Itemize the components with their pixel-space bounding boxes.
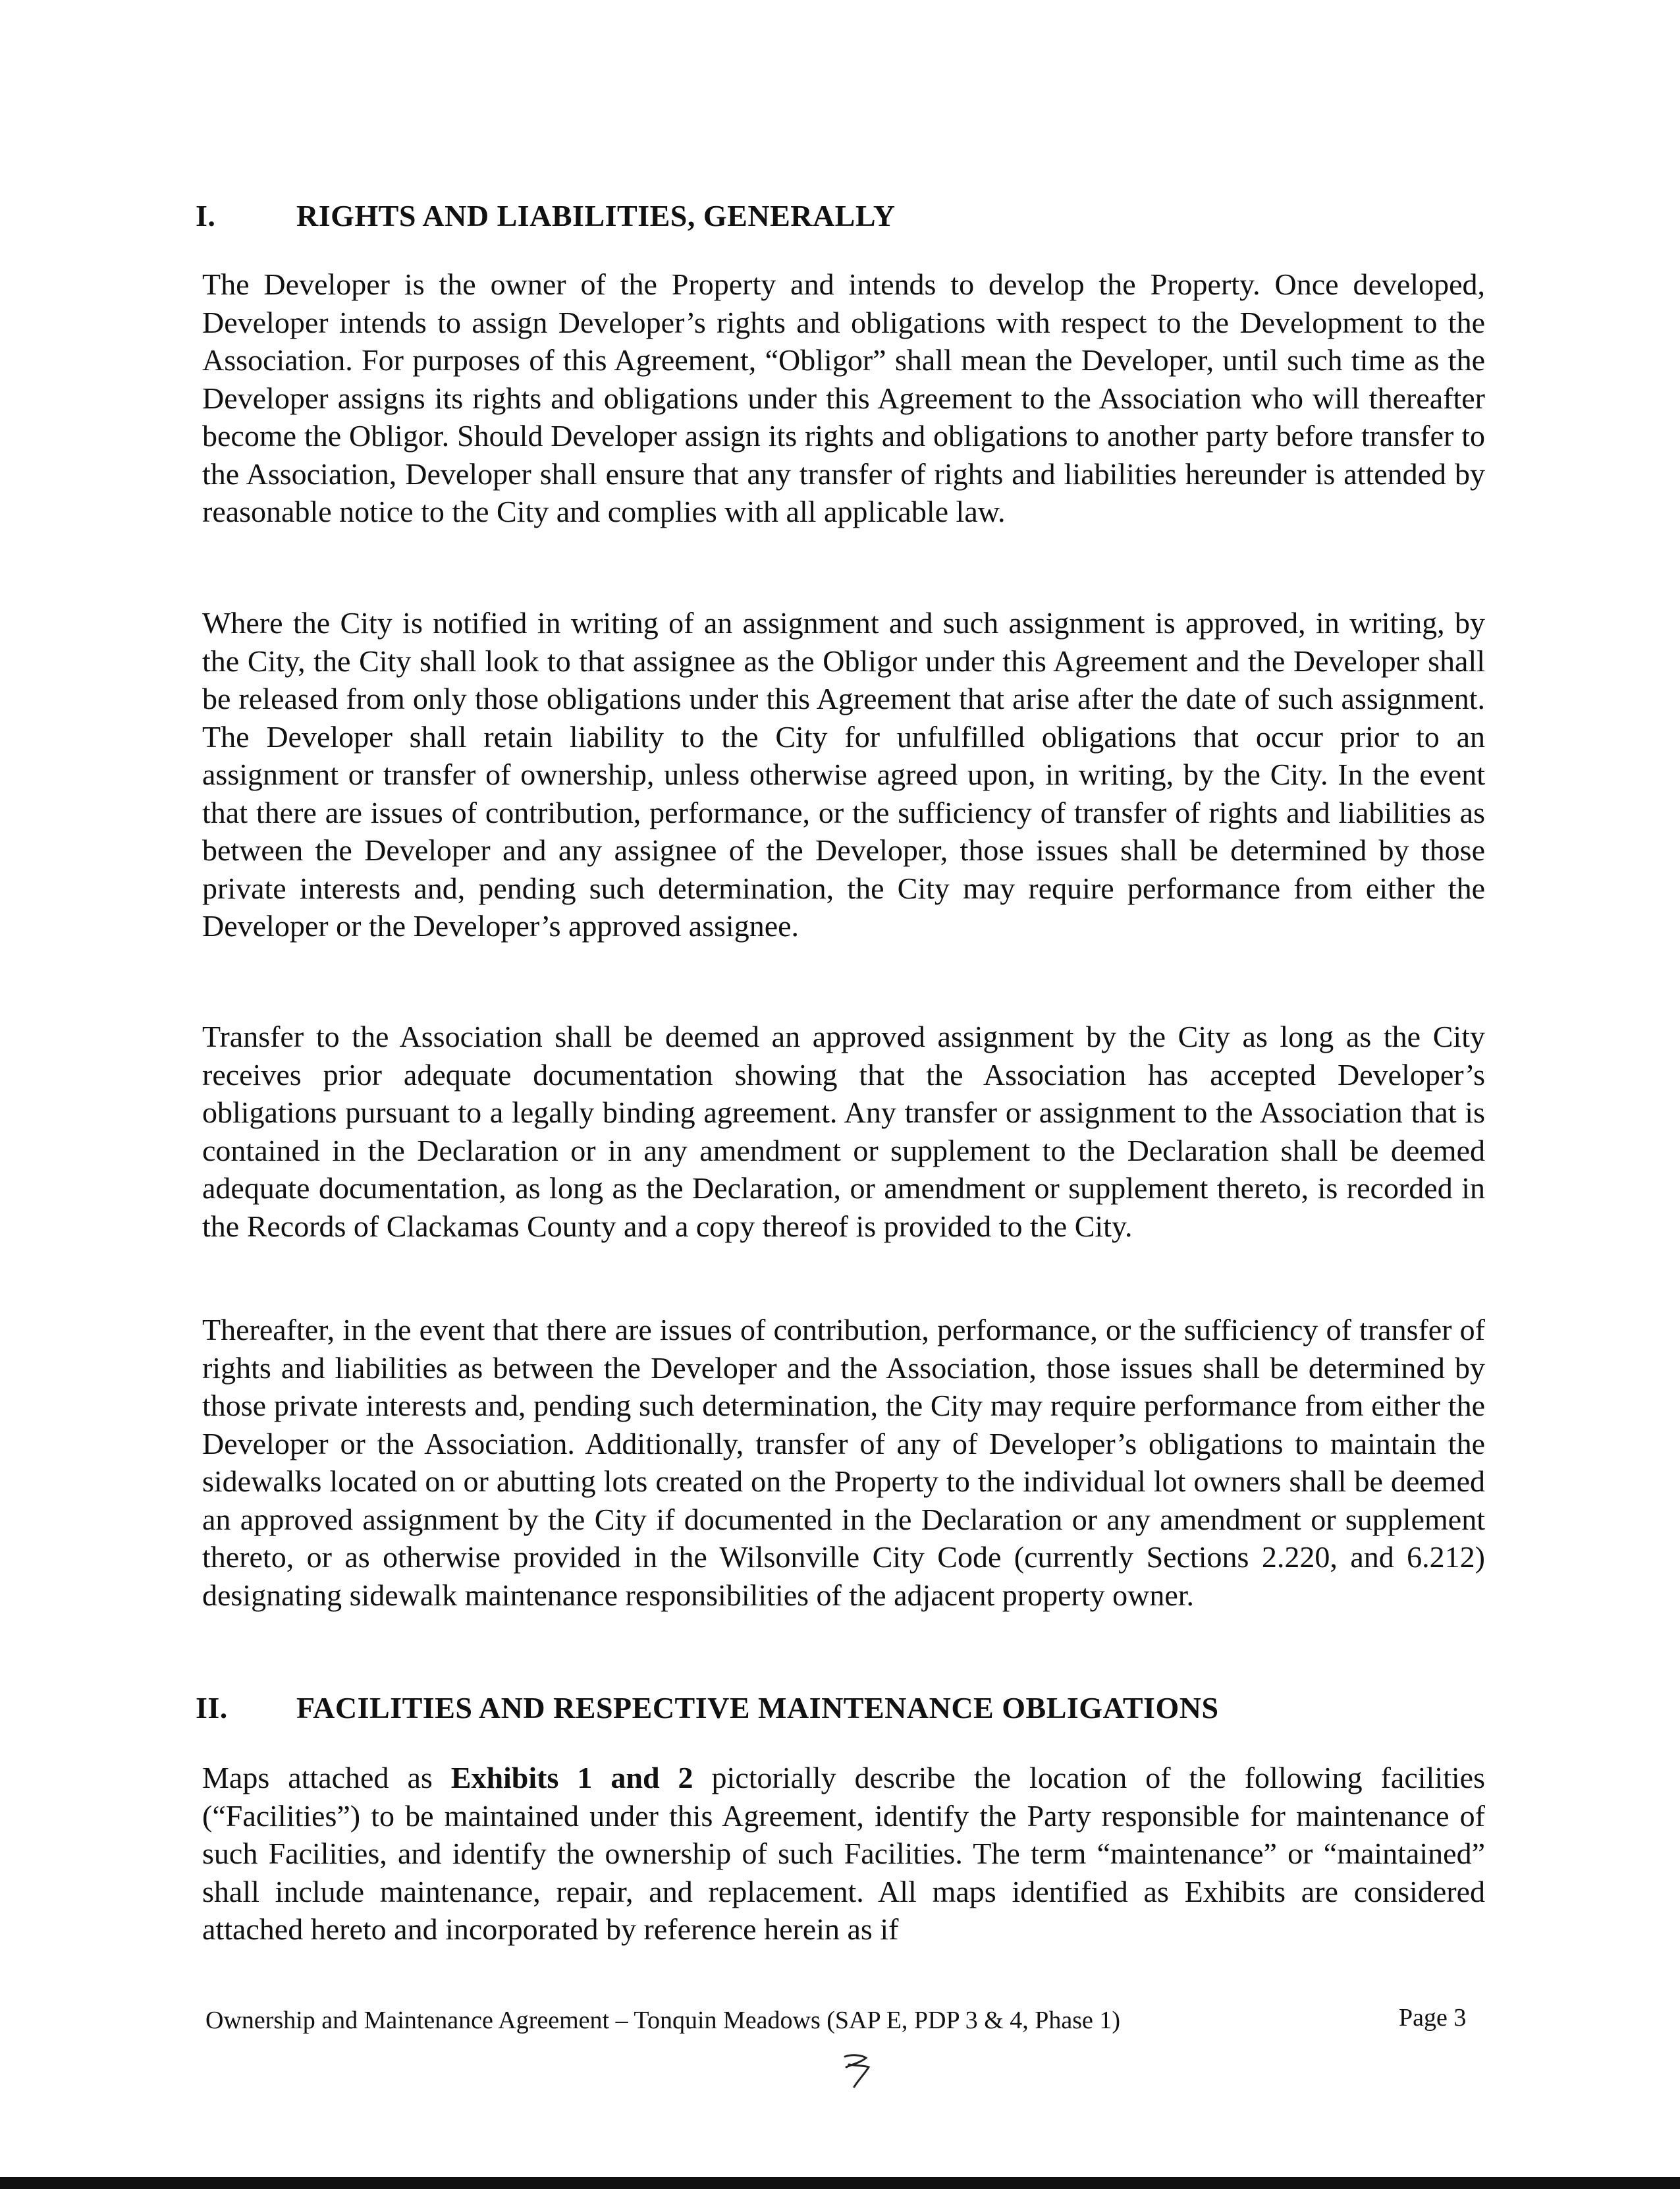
section-1-number: I. [196, 199, 216, 233]
section-1-paragraph-4: Thereafter, in the event that there are issues of contribution, performance, or the sufficiency of transfer of rights and liabilities as between the Developer and the Association, those issues shall be determined by those private interests and, pending such determination, the City may require performance from either the Developer or the Association. Additionally, transfer of any of Developer’s obligations to maintain the sidewalks located on or abutting lots created on the Property to the individual lot owners shall be deemed an approved assignment by the City if documented in the Declaration or any amendment or supplement thereto, or as otherwise provided in the Wilsonville City Code (currently Sections 2.220, and 6.212) designating sidewalk maintenance responsibilities of the adjacent property owner. [202, 1313, 1485, 1612]
section-1-title: RIGHTS AND LIABILITIES, GENERALLY [296, 199, 896, 233]
section-1-heading [196, 198, 896, 235]
section-2-para-suffix: pictorially describe the location of the following facilities (“Facilities”) to be maintained under this Agreement, identify the Party responsible for maintenance of such Facilities, and identify the ownership of such Facilities. The term “maintenance” or “maintained” shall include maintenance, repair, and replacement. All maps identified as Exhibits are considered attached hereto and incorporated by reference herein as if [202, 1761, 1485, 1946]
scan-bottom-edge [0, 2177, 1680, 2189]
handwritten-initial-mark [840, 2050, 879, 2090]
footer-page-number: Page 3 [1399, 2004, 1467, 2032]
footer-document-title: Ownership and Maintenance Agreement – Tonquin Meadows (SAP E, PDP 3 & 4, Phase 1) [205, 2007, 1121, 2034]
section-2-title: FACILITIES AND RESPECTIVE MAINTENANCE OBLIGATIONS [296, 1691, 1219, 1725]
section-2-heading [196, 1690, 1219, 1727]
section-1-paragraph-3: Transfer to the Association shall be deemed an approved assignment by the City as long as the City receives prior adequate documentation showing that the Association has accepted Developer’s obligations pursuant to a legally binding agreement. Any transfer or assignment to the Association that is contained in the Declaration or in any amendment or supplement to the Declaration shall be deemed adequate documentation, as long as the Declaration, or amendment or supplement thereto, is recorded in the Records of Clackamas County and a copy thereof is provided to the City. [202, 1020, 1485, 1243]
section-1-paragraph-1: The Developer is the owner of the Property and intends to develop the Property. Once developed, Developer intends to assign Developer’s rights and obligations with respect to the Development to the Association. For purposes of this Agreement, “Obligor” shall mean the Developer, until such time as the Developer assigns its rights and obligations under this Agreement to the Association who will thereafter become the Obligor. Should Developer assign its rights and obligations to another party before transfer to the Association, Developer shall ensure that any transfer of rights and liabilities hereunder is attended by reasonable notice to the City and complies with all applicable law. [202, 267, 1485, 528]
section-1-paragraph-2: Where the City is notified in writing of an assignment and such assignment is approved, in writing, by the City, the City shall look to that assignee as the Obligor under this Agreement and the Developer shall be released from only those obligations under this Agreement that arise after the date of such assignment. The Developer shall retain liability to the City for unfulfilled obligations that occur prior to an assignment or transfer of ownership, unless otherwise agreed upon, in writing, by the City. In the event that there are issues of contribution, performance, or the sufficiency of transfer of rights and liabilities as between the Developer and any assignee of the Developer, those issues shall be determined by those private interests and, pending such determination, the City may require performance from either the Developer or the Developer’s approved assignee. [202, 606, 1485, 943]
section-2-number: II. [196, 1691, 228, 1725]
section-2-para-prefix: Maps attached as [202, 1761, 451, 1794]
exhibits-reference: Exhibits 1 and 2 [450, 1761, 693, 1794]
section-2-paragraph-1 [202, 1759, 1485, 1949]
